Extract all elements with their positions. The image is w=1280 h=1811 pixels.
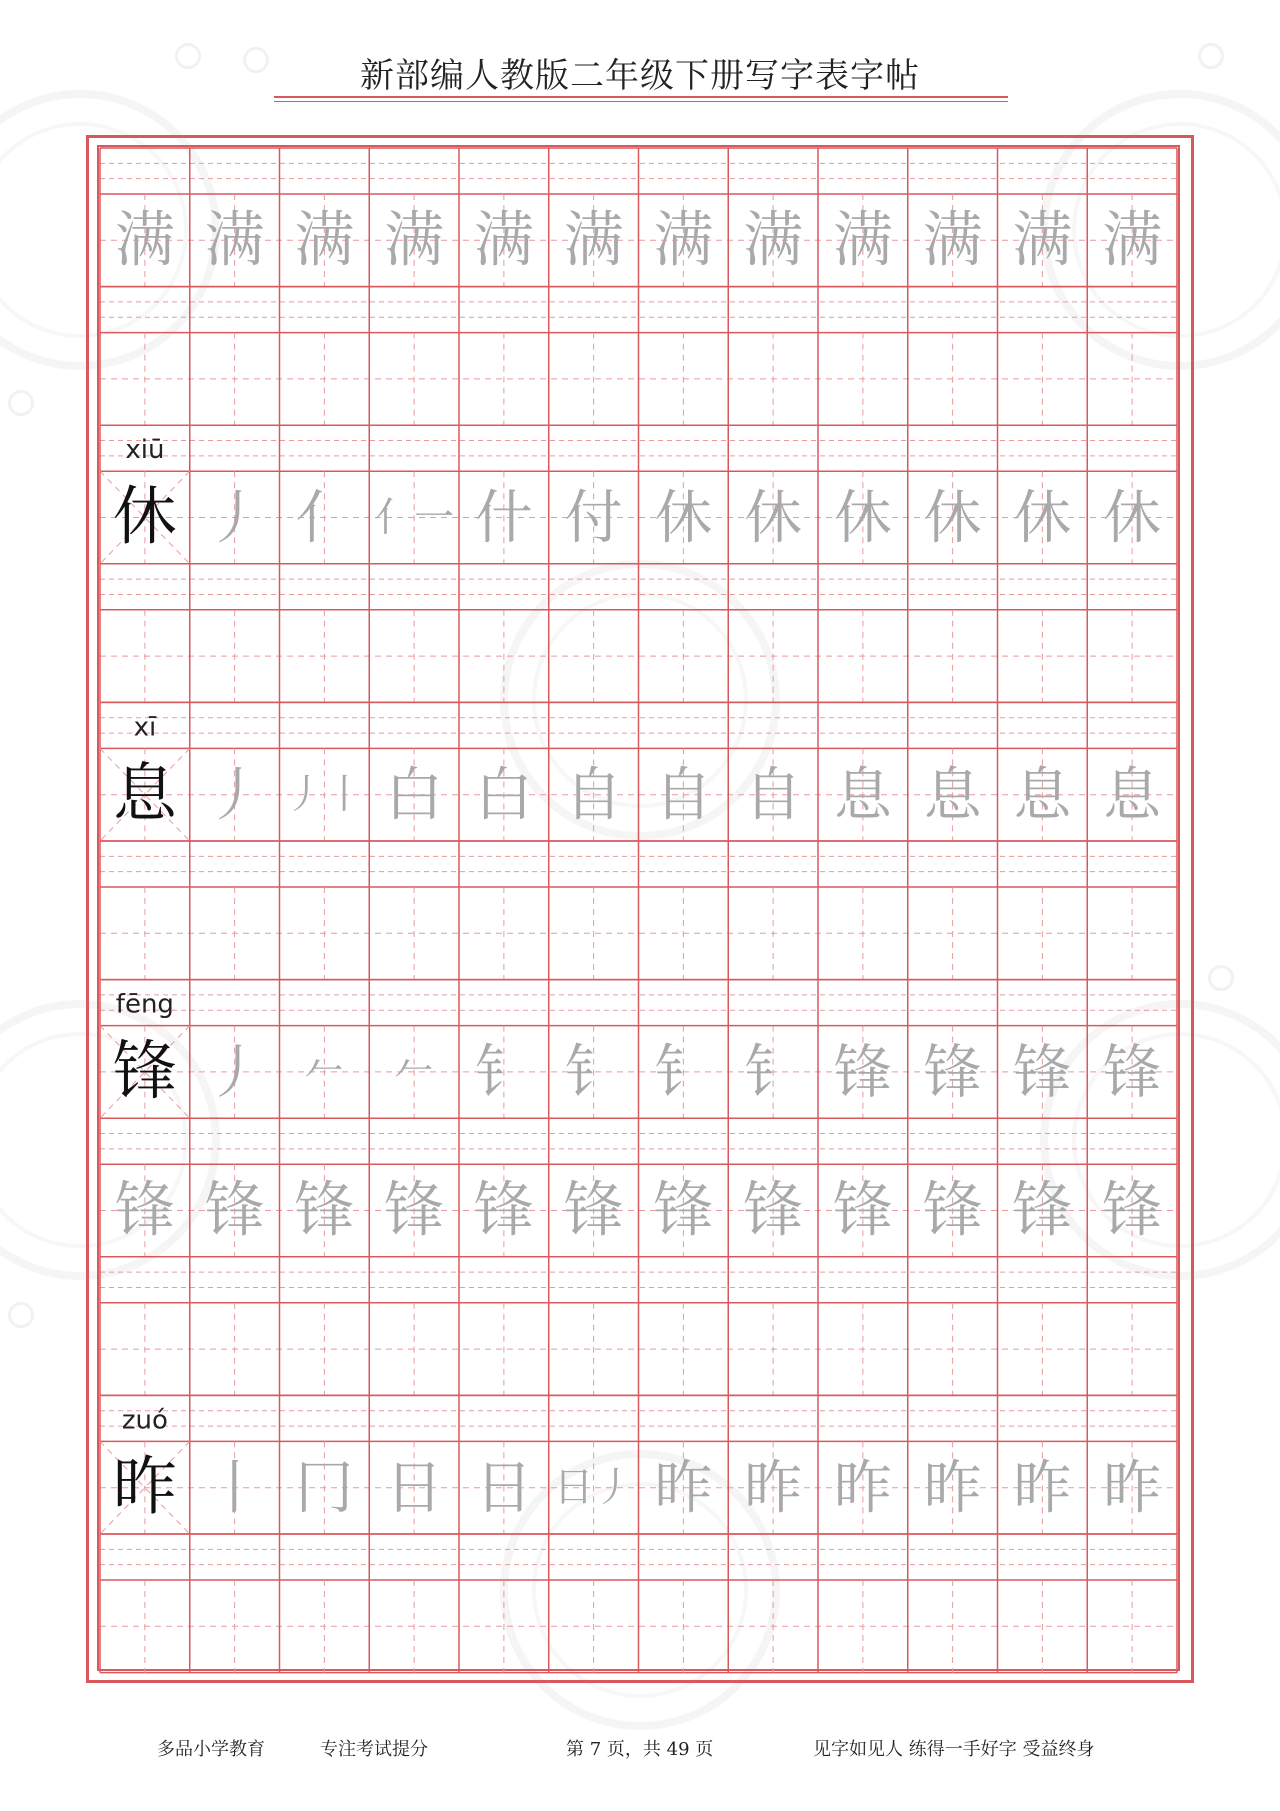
pinyin-label: fēng (115, 989, 174, 1020)
stroke-step: 昨 (654, 1453, 713, 1522)
trace-char: 满 (563, 205, 624, 276)
stroke-step: 什 (474, 483, 533, 552)
trace-char: 锋 (473, 1175, 534, 1246)
stroke-step: 丿 (205, 760, 264, 829)
trace-char: 锋 (1102, 1175, 1163, 1246)
pinyin-label: xī (133, 712, 157, 743)
trace-char: 锋 (204, 1175, 265, 1246)
trace-char: 满 (743, 205, 804, 276)
stroke-step: 亻 (295, 483, 354, 552)
model-char: 息 (112, 757, 177, 832)
stroke-step: 锋 (923, 1037, 982, 1106)
stroke-step: 丨 (205, 1453, 264, 1522)
trace-char: 满 (114, 205, 175, 276)
stroke-step: 付 (564, 483, 623, 552)
footer-slogan: 专注考试提分 (320, 1739, 428, 1760)
stroke-step: 钅 (744, 1037, 803, 1106)
stroke-step: 昨 (744, 1453, 803, 1522)
stroke-step: 冂 (295, 1453, 354, 1522)
stroke-step: 日 (385, 1453, 444, 1522)
trace-char: 满 (1102, 205, 1163, 276)
stroke-step: 息 (1103, 760, 1162, 829)
footer-brand: 多品小学教育 (157, 1739, 265, 1760)
stroke-step: 丿 (205, 483, 264, 552)
trace-char: 满 (204, 205, 265, 276)
stroke-step: 息 (833, 760, 892, 829)
pinyin-label: xiū (125, 435, 165, 466)
stroke-step: 休 (1013, 483, 1072, 552)
stroke-step: 钅 (474, 1037, 533, 1106)
stroke-step: 昨 (923, 1453, 982, 1522)
model-char: 锋 (112, 1034, 177, 1109)
pinyin-label: zuó (121, 1405, 168, 1436)
trace-char: 锋 (563, 1175, 624, 1246)
stroke-step: 休 (923, 483, 982, 552)
stroke-step: 锋 (1013, 1037, 1072, 1106)
stroke-step: 昨 (1103, 1453, 1162, 1522)
stroke-step: 息 (923, 760, 982, 829)
footer-page-info: 第 7 页，共 49 页 (566, 1739, 714, 1760)
stroke-step: 日丿 (553, 1464, 634, 1511)
stroke-step: 自 (564, 760, 623, 829)
stroke-step: 自 (744, 760, 803, 829)
stroke-step: 昨 (833, 1453, 892, 1522)
trace-char: 满 (832, 205, 893, 276)
trace-char: 满 (922, 205, 983, 276)
stroke-step: 锋 (1103, 1037, 1162, 1106)
trace-char: 满 (653, 205, 714, 276)
trace-char: 锋 (922, 1175, 983, 1246)
stroke-step: 丿丨 (284, 771, 365, 818)
trace-char: 锋 (743, 1175, 804, 1246)
model-char: 昨 (112, 1450, 177, 1525)
trace-char: 满 (384, 205, 445, 276)
footer-motto: 见字如见人 练得一手好字 受益终身 (813, 1739, 1095, 1760)
trace-char: 锋 (832, 1175, 893, 1246)
stroke-step: 休 (744, 483, 803, 552)
stroke-step: 𠂉 (394, 1048, 435, 1095)
stroke-step: 休 (654, 483, 713, 552)
stroke-step: 昨 (1013, 1453, 1072, 1522)
trace-char: 满 (473, 205, 534, 276)
stroke-step: 休 (833, 483, 892, 552)
stroke-step: 锋 (833, 1037, 892, 1106)
stroke-step: 钅 (564, 1037, 623, 1106)
trace-char: 锋 (1012, 1175, 1073, 1246)
stroke-step: 日 (474, 1453, 533, 1522)
trace-char: 锋 (384, 1175, 445, 1246)
trace-char: 锋 (114, 1175, 175, 1246)
stroke-step: 休 (1103, 483, 1162, 552)
stroke-step: 白 (385, 760, 444, 829)
trace-char: 满 (1012, 205, 1073, 276)
trace-char: 锋 (653, 1175, 714, 1246)
trace-char: 锋 (294, 1175, 355, 1246)
trace-char: 满 (294, 205, 355, 276)
stroke-step: 𠂉 (304, 1048, 345, 1095)
stroke-step: 自 (654, 760, 713, 829)
stroke-step: 钅 (654, 1037, 713, 1106)
stroke-step: 白 (474, 760, 533, 829)
stroke-step: 丿 (205, 1037, 264, 1106)
stroke-step: 息 (1013, 760, 1072, 829)
stroke-step: 亻一 (374, 494, 455, 541)
page-title: 新部编人教版二年级下册写字表字帖 (360, 56, 920, 96)
model-char: 休 (112, 480, 177, 555)
